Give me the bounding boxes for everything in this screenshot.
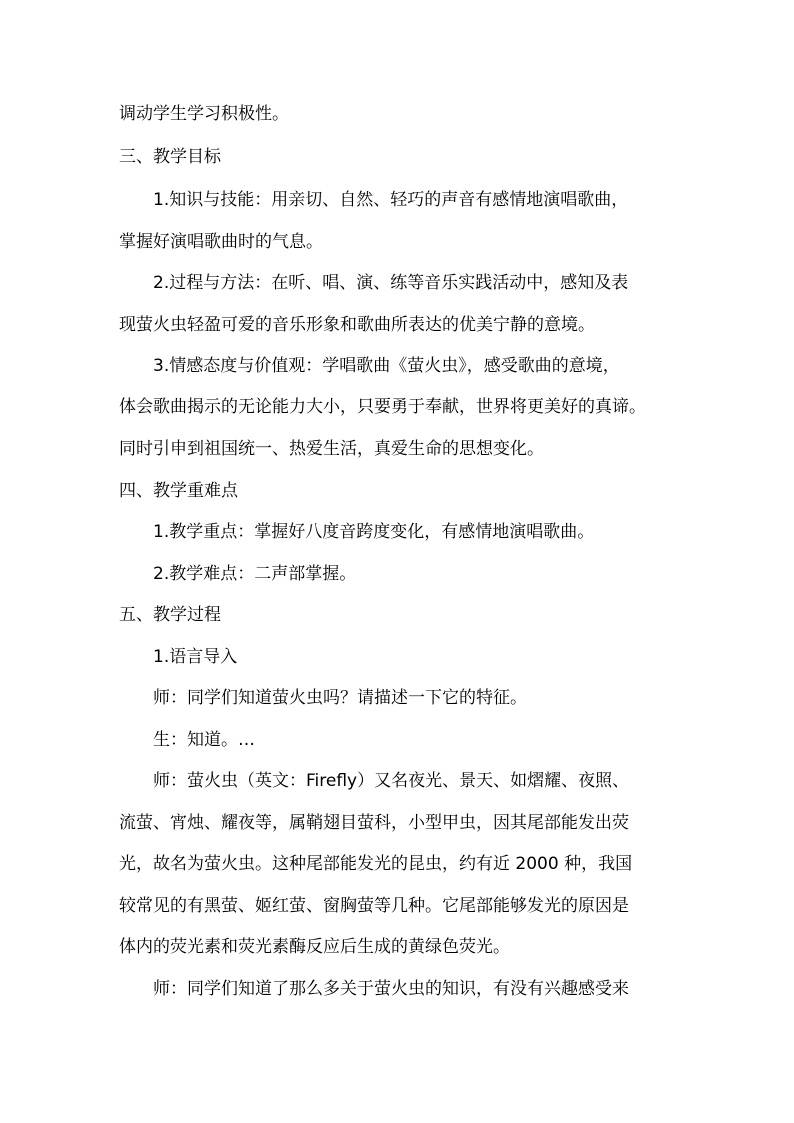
text-line-17: 师：萤火虫（英文：Firefly）又名夜光、景天、如熠耀、夜照、	[153, 771, 630, 791]
section-heading-process: 五、教学过程	[119, 605, 221, 625]
section-heading-key-points: 四、教学重难点	[119, 481, 238, 501]
text-line-5: 2.过程与方法：在听、唱、演、练等音乐实践活动中，感知及表	[153, 273, 629, 293]
text-line-15: 师：同学们知道萤火虫吗？请描述一下它的特征。	[153, 688, 527, 708]
text-line-19: 光，故名为萤火虫。这种尾部能发光的昆虫，约有近 2000 种，我国	[119, 854, 633, 874]
section-heading-objectives: 三、教学目标	[119, 147, 221, 167]
text-line-11: 1.教学重点：掌握好八度音跨度变化，有感情地演唱歌曲。	[153, 522, 595, 542]
text-line-1: 调动学生学习积极性。	[119, 104, 289, 124]
text-line-7: 3.情感态度与价值观：学唱歌曲《萤火虫》，感受歌曲的意境，	[153, 356, 620, 376]
text-line-12: 2.教学难点：二声部掌握。	[153, 564, 357, 584]
text-line-22: 师：同学们知道了那么多关于萤火虫的知识，有没有兴趣感受来	[153, 979, 629, 999]
text-line-3: 1.知识与技能：用亲切、自然、轻巧的声音有感情地演唱歌曲，	[153, 190, 629, 210]
text-line-14: 1.语言导入	[153, 647, 238, 667]
text-line-9: 同时引申到祖国统一、热爱生活，真爱生命的思想变化。	[119, 439, 544, 459]
text-line-16: 生：知道。…	[153, 730, 255, 750]
text-line-8: 体会歌曲揭示的无论能力大小，只要勇于奉献，世界将更美好的真谛。	[119, 397, 646, 417]
text-line-6: 现萤火虫轻盈可爱的音乐形象和歌曲所表达的优美宁静的意境。	[119, 315, 595, 335]
text-line-18: 流萤、宵烛、耀夜等，属鞘翅目萤科，小型甲虫，因其尾部能发出荧	[119, 813, 629, 833]
text-line-20: 较常见的有黑萤、姬红萤、窗胸萤等几种。它尾部能够发光的原因是	[119, 896, 629, 916]
text-line-21: 体内的荧光素和荧光素酶反应后生成的黄绿色荧光。	[119, 937, 510, 957]
text-line-4: 掌握好演唱歌曲时的气息。	[119, 232, 323, 252]
